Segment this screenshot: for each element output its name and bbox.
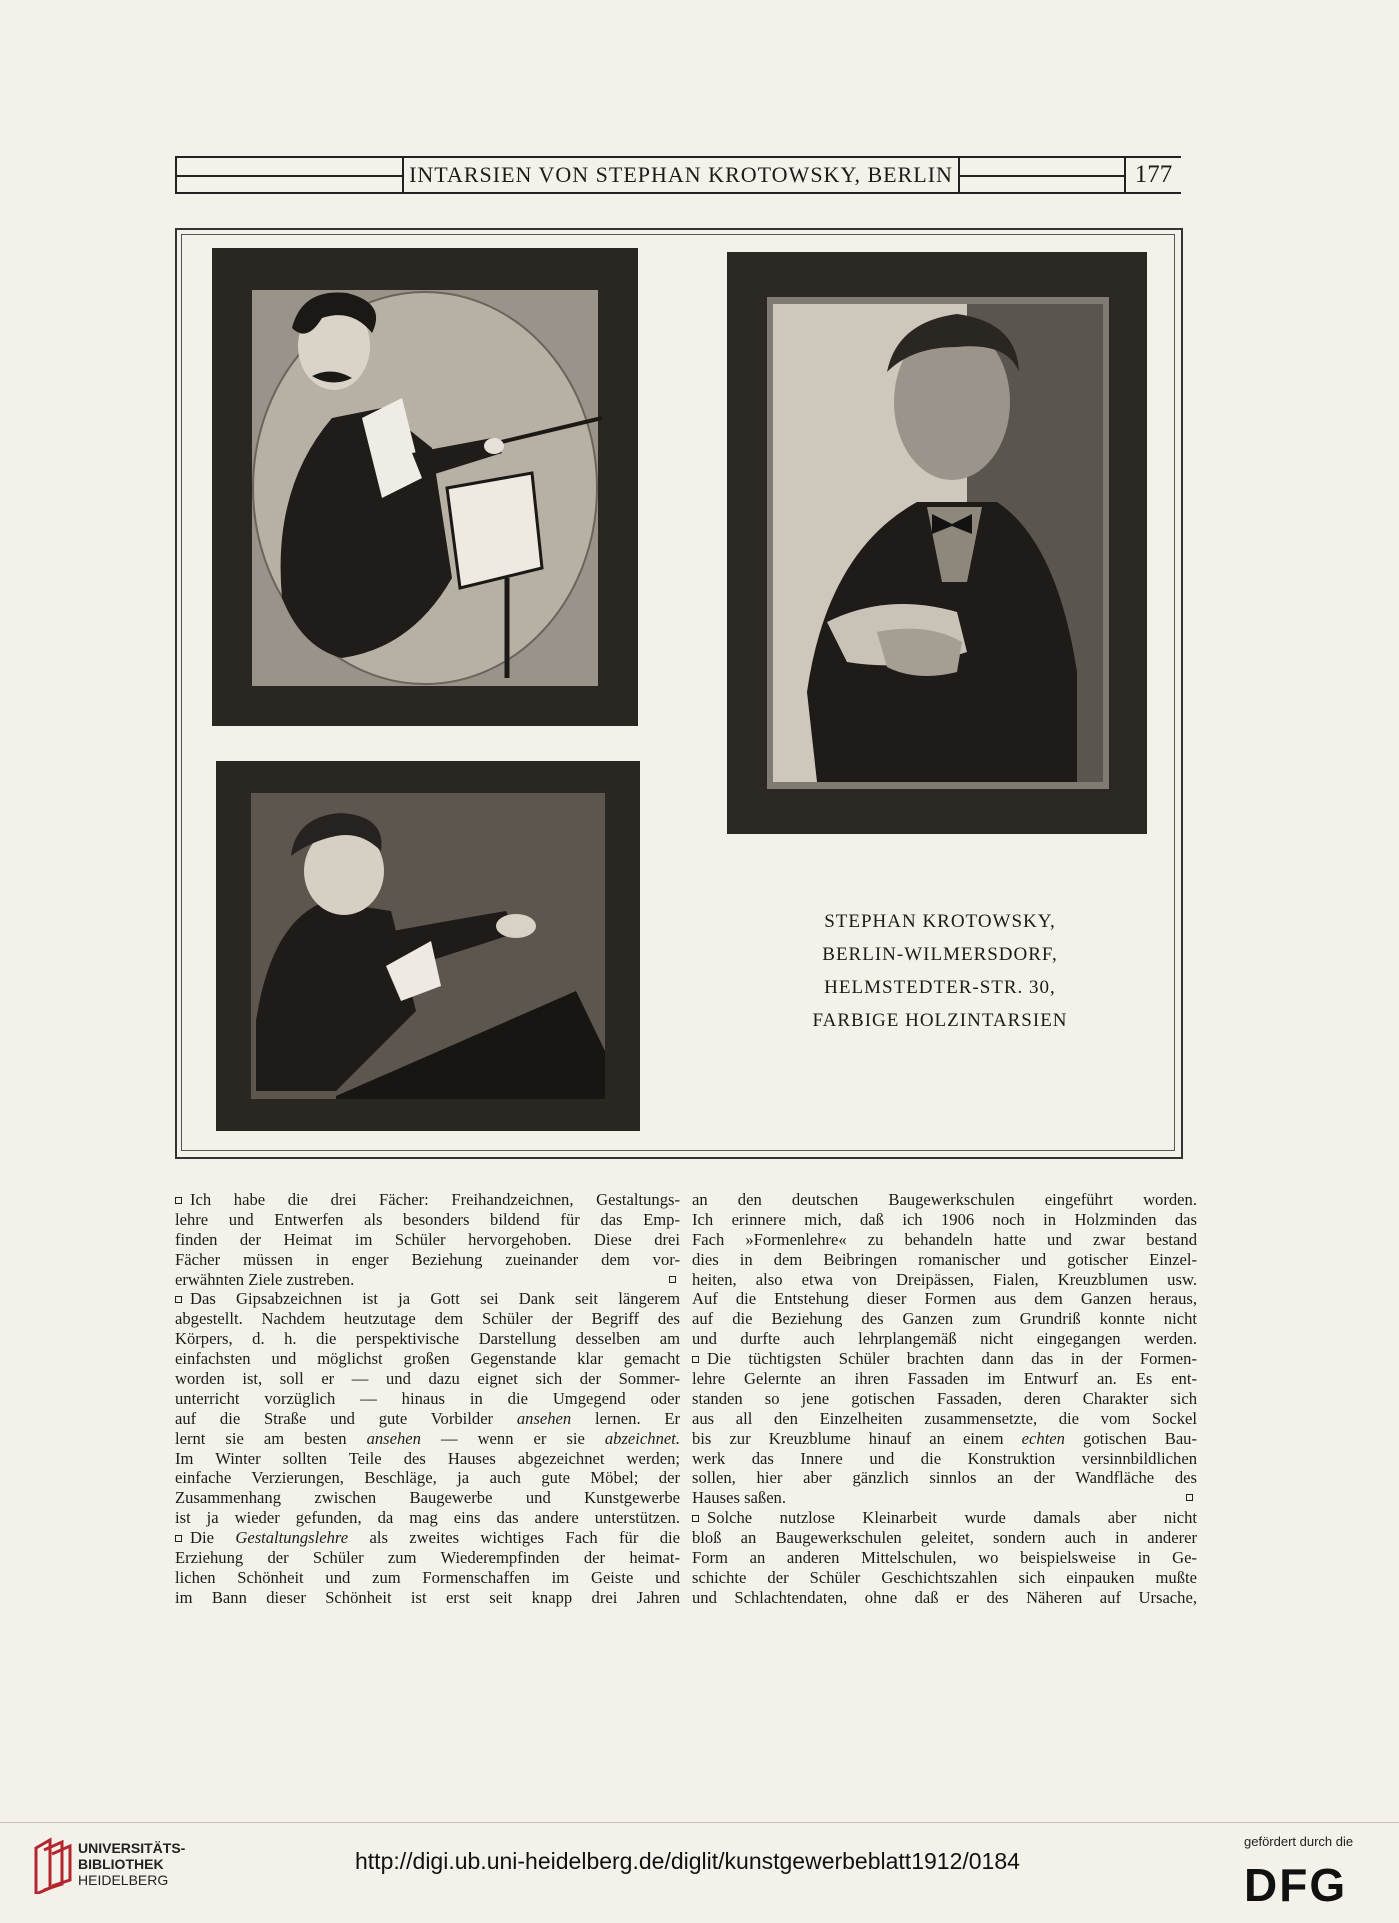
text-line: einfachsten und möglichst großen Gegenstande klar gemacht (175, 1349, 680, 1369)
text-line: Erziehung der Schüler zum Wiederempfinden der heimat- (175, 1548, 680, 1568)
text-line: Die tüchtigsten Schüler brachten dann das in der Formen- (692, 1349, 1197, 1369)
text-line: werk das Innere und die Konstruktion versinnbildlichen (692, 1448, 1197, 1468)
paragraph-marker-icon (175, 1535, 182, 1542)
caption-line: FARBIGE HOLZINTARSIEN (812, 1010, 1068, 1031)
caption-line: STEPHAN KROTOWSKY, (824, 911, 1056, 932)
text-line: finden der Heimat im Schüler hervorgehoben. Diese drei (175, 1229, 680, 1249)
text-line: erwähnten Ziele zustreben. (175, 1270, 680, 1290)
source-url-link[interactable]: http://digi.ub.uni-heidelberg.de/diglit/kunstgewerbeblatt1912/0184 (355, 1848, 1020, 1874)
text-line: Ich erinnere mich, daß ich 1906 noch in Holzminden das (692, 1209, 1197, 1229)
text-line: ist ja wieder gefunden, da mag eins das andere unterstützen. (175, 1508, 680, 1528)
paragraph-marker-icon (175, 1296, 182, 1303)
text-line: Die Gestaltungslehre als zweites wichtiges Fach für die (175, 1528, 680, 1548)
text-line: worden ist, soll er — und dazu eignet sich der Sommer- (175, 1369, 680, 1389)
paragraph-marker-icon (175, 1197, 182, 1204)
text-line: einfache Verzierungen, Beschläge, ja auch gute Möbel; der (175, 1468, 680, 1488)
funding-label: gefördert durch die (1244, 1834, 1354, 1849)
caption-line: HELMSTEDTER-STR. 30, (824, 977, 1056, 998)
text-line: bis zur Kreuzblume hinauf an einem echten gotischen Bau- (692, 1428, 1197, 1448)
text-line: dies in dem Beibringen romanischer und gotischer Einzel- (692, 1249, 1197, 1269)
text-line: bloß an Baugewerkschulen geleitet, sondern auch in anderer (692, 1528, 1197, 1548)
library-line: BIBLIOTHEK (78, 1856, 164, 1872)
text-line: abgestellt. Nachdem heutzutage dem Schüler der Begriff des (175, 1309, 680, 1329)
text-line: Fächer müssen in enger Beziehung zueinander dem vor- (175, 1249, 680, 1269)
text-line: lichen Schönheit und zum Formenschaffen im Geiste und (175, 1567, 680, 1587)
ub-heidelberg-label (78, 1840, 185, 1888)
text-line: unterricht vorzüglich — hinaus in die Umgegend oder (175, 1388, 680, 1408)
footer-divider (0, 1822, 1399, 1823)
text-line: lehre und Entwerfen als besonders bildend für das Emp- (175, 1209, 680, 1229)
text-line: Solche nutzlose Kleinarbeit wurde damals aber nicht (692, 1508, 1197, 1528)
paragraph-end-marker-icon (1186, 1494, 1193, 1501)
text-line: Körpers, d. h. die perspektivische Darstellung desselben am (175, 1329, 680, 1349)
text-line: sollen, hier aber gänzlich sinnlos an der Wandfläche des (692, 1468, 1197, 1488)
text-line: heiten, also etwa von Dreipässen, Fialen, Kreuzblumen usw. (692, 1269, 1197, 1289)
text-line: Hauses saßen. (692, 1488, 1197, 1508)
text-line: standen so jene gotischen Fassaden, deren Charakter sich (692, 1388, 1197, 1408)
plate-caption (760, 905, 1120, 1037)
text-line: auf die Beziehung des Ganzen zum Grundriß konnte nicht (692, 1309, 1197, 1329)
paragraph-marker-icon (692, 1515, 699, 1522)
text-line: Ich habe die drei Fächer: Freihandzeichnen, Gestaltungs- (175, 1190, 680, 1210)
library-line: UNIVERSITÄTS- (78, 1840, 186, 1856)
intarsia-portrait-image (727, 252, 1147, 834)
text-line: Fach »Formenlehre« zu behandeln hatte und zwar bestand (692, 1229, 1197, 1249)
intarsia-conductor-image (212, 248, 638, 726)
text-line: im Bann dieser Schönheit ist erst seit knapp drei Jahren (175, 1587, 680, 1607)
library-line: HEIDELBERG (78, 1872, 169, 1888)
text-line: auf die Straße und gute Vorbilder ansehen lernen. Er (175, 1408, 680, 1428)
running-title: INTARSIEN VON STEPHAN KROTOWSKY, BERLIN (402, 158, 960, 192)
text-line: Das Gipsabzeichnen ist ja Gott sei Dank seit längerem (175, 1289, 680, 1309)
dfg-logo[interactable]: DFG (1244, 1859, 1348, 1911)
paragraph-end-marker-icon (669, 1276, 676, 1283)
text-line: und durfte auch lehrplangemäß nicht eingegangen werden. (692, 1329, 1197, 1349)
text-line: lehre Gelernte an ihren Fassaden im Entwurf an. Es ent- (692, 1369, 1197, 1389)
text-line: an den deutschen Baugewerkschulen eingeführt worden. (692, 1190, 1197, 1209)
paragraph-marker-icon (692, 1356, 699, 1363)
text-line: Im Winter sollten Teile des Hauses abgezeichnet werden; (175, 1448, 680, 1468)
page-number: 177 (1124, 158, 1181, 192)
header-rule-right (958, 175, 1124, 177)
text-line: Auf die Entstehung dieser Formen aus dem Ganzen heraus, (692, 1289, 1197, 1309)
caption-line: BERLIN-WILMERSDORF, (822, 944, 1058, 965)
text-line: lernt sie am besten ansehen — wenn er sie abzeichnet. (175, 1428, 680, 1448)
text-line: schichte der Schüler Geschichtszahlen sich einpauken mußte (692, 1567, 1197, 1587)
text-line: Form an anderen Mittelschulen, wo beispielsweise in Ge- (692, 1548, 1197, 1568)
text-line: Zusammenhang zwischen Baugewerbe und Kunstgewerbe (175, 1488, 680, 1508)
body-column-right (692, 1190, 1197, 1608)
body-column-left (175, 1190, 680, 1608)
ub-heidelberg-logo-icon[interactable] (32, 1836, 72, 1898)
text-line: und Schlachtendaten, ohne daß er des Näheren auf Ursache, (692, 1587, 1197, 1607)
intarsia-desk-image (216, 761, 640, 1131)
text-line: aus all den Einzelheiten zusammensetzte, die vom Sockel (692, 1408, 1197, 1428)
header-rule-left (177, 175, 402, 177)
